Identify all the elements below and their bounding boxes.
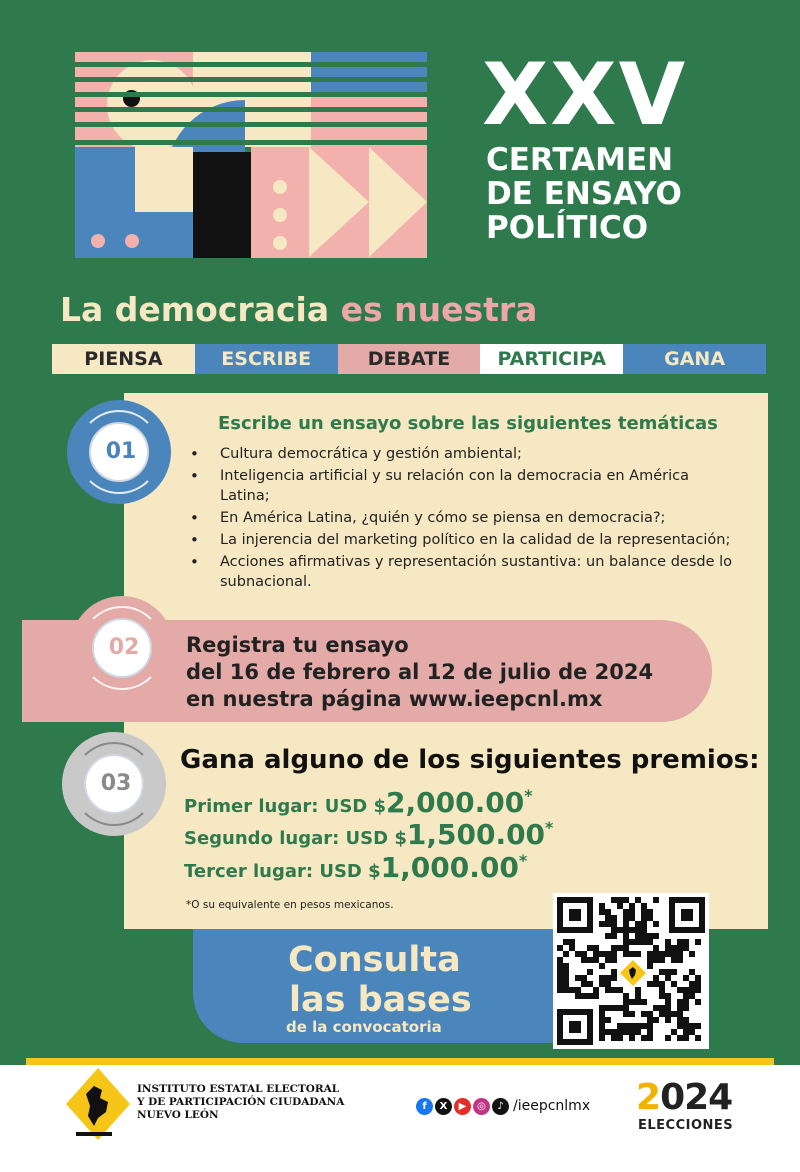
consult-line-3: de la convocatoria	[286, 1018, 442, 1036]
registration-info	[186, 632, 706, 713]
topic-item: • Cultura democrática y gestión ambiental;	[190, 444, 735, 464]
step-1-disc	[89, 422, 149, 482]
slogan	[60, 290, 760, 330]
prize-label: Segundo lugar: USD $	[184, 828, 407, 849]
qr-module	[695, 999, 701, 1005]
step-2-badge	[70, 596, 174, 700]
prize-second	[184, 818, 684, 851]
qr-finder	[557, 897, 593, 933]
consult-line-2: las bases	[289, 980, 472, 1020]
prize-mark: *	[545, 818, 554, 837]
qr-module	[587, 969, 593, 975]
qr-module	[593, 993, 599, 999]
step-2-disc	[92, 618, 152, 678]
contest-title-line: CERTAMEN	[486, 142, 674, 178]
contest-title	[486, 143, 746, 245]
qr-module	[635, 951, 641, 957]
qr-module	[683, 1035, 689, 1041]
facebook-icon[interactable]: f	[416, 1098, 433, 1115]
prizes-title: Gana alguno de los siguientes premios:	[180, 745, 760, 775]
qr-module	[689, 951, 695, 957]
topic-item: • Acciones afirmativas y representación sustantiva: un balance desde lo subnacional.	[190, 552, 735, 592]
institute-line: NUEVO LEÓN	[137, 1109, 219, 1121]
prize-third	[184, 851, 684, 884]
action-word: PARTICIPA	[480, 344, 623, 374]
qr-module	[683, 1005, 689, 1011]
edition-numeral: XXV	[482, 45, 688, 145]
footer-divider	[26, 1058, 774, 1065]
prize-mark: *	[518, 851, 528, 870]
institute-line: INSTITUTO ESTATAL ELECTORAL	[137, 1083, 340, 1095]
qr-module	[653, 933, 659, 939]
action-word: GANA	[623, 344, 766, 374]
prize-label: Tercer lugar: USD $	[184, 861, 381, 882]
elecciones-label: ELECCIONES	[638, 1118, 734, 1133]
qr-module	[695, 987, 701, 993]
instagram-icon[interactable]: ◎	[473, 1098, 490, 1115]
step-1-title: Escribe un ensayo sobre las siguientes temáticas	[218, 413, 718, 434]
qr-module	[653, 897, 659, 903]
topic-item: • La injerencia del marketing político en la calidad de la representación;	[190, 530, 735, 550]
qr-module	[647, 963, 653, 969]
step-3-disc	[84, 754, 144, 814]
qr-module	[671, 969, 677, 975]
qr-module	[641, 999, 647, 1005]
qr-module	[695, 1035, 701, 1041]
prize-amount: 1,000.00	[380, 851, 519, 884]
qr-module	[695, 939, 701, 945]
prize-first	[184, 786, 684, 819]
topics-list	[190, 444, 735, 594]
topic-item: • En América Latina, ¿quién y cómo se piensa en democracia?;	[190, 508, 735, 528]
year-digits: 024	[660, 1077, 733, 1118]
slogan-part-2: es nuestra	[340, 290, 538, 329]
qr-finder	[557, 1009, 593, 1045]
qr-module	[611, 975, 617, 981]
qr-module	[599, 963, 605, 969]
qr-module	[653, 1017, 659, 1023]
action-words-strip	[52, 344, 766, 374]
tiktok-icon[interactable]: ♪	[492, 1098, 509, 1115]
contest-title-line: DE ENSAYO	[486, 176, 682, 212]
qr-center-logo	[619, 959, 647, 987]
qr-module	[611, 933, 617, 939]
qr-module	[563, 951, 569, 957]
qr-module	[629, 1035, 635, 1041]
institute-line: Y DE PARTICIPACIÓN CIUDADANA	[137, 1096, 345, 1108]
consult-line-1: Consulta	[288, 940, 461, 980]
header-artwork	[75, 52, 427, 258]
qr-module	[653, 921, 659, 927]
qr-module	[665, 1035, 671, 1041]
qr-code[interactable]	[553, 893, 709, 1049]
institute-name	[137, 1083, 377, 1122]
youtube-icon[interactable]: ▶	[454, 1098, 471, 1115]
social-handle[interactable]: /ieepcnlmx	[513, 1098, 591, 1114]
contest-title-line: POLÍTICO	[486, 210, 649, 246]
qr-module	[659, 957, 665, 963]
year-logo	[636, 1077, 746, 1118]
qr-module	[599, 1035, 605, 1041]
ieepc-mini-icon	[619, 959, 647, 987]
prize-amount: 1,500.00	[406, 818, 546, 851]
social-links	[416, 1096, 616, 1116]
qr-module	[605, 1017, 611, 1023]
registration-line[interactable]: en nuestra página www.ieepcnl.mx	[186, 687, 603, 711]
topic-item: • Inteligencia artificial y su relación con la democracia en América Latina;	[190, 466, 735, 506]
action-word: DEBATE	[338, 344, 481, 374]
qr-module	[647, 1035, 653, 1041]
slogan-part-1: La democracia	[60, 290, 330, 329]
step-2-number: 02	[108, 635, 140, 660]
qr-module	[611, 957, 617, 963]
prize-footnote: *O su equivalente en pesos mexicanos.	[186, 899, 394, 911]
prize-mark: *	[524, 786, 533, 805]
registration-line: Registra tu ensayo	[186, 633, 409, 657]
action-word: PIENSA	[52, 344, 195, 374]
year-digit: 2	[636, 1077, 661, 1118]
step-3-number: 03	[100, 771, 132, 796]
step-1-number: 01	[105, 439, 137, 464]
step-1-badge	[67, 400, 171, 504]
qr-module	[677, 957, 683, 963]
ieepc-logo	[64, 1066, 132, 1142]
qr-module	[695, 1023, 701, 1029]
prize-amount: 2,000.00	[386, 786, 525, 819]
action-word: ESCRIBE	[195, 344, 338, 374]
qr-module	[629, 1011, 635, 1017]
qr-finder	[669, 897, 705, 933]
prize-label: Primer lugar: USD $	[184, 796, 387, 817]
qr-module	[665, 1017, 671, 1023]
qr-module	[617, 1035, 623, 1041]
step-3-badge	[62, 732, 166, 836]
x-icon[interactable]: X	[435, 1098, 452, 1115]
registration-line: del 16 de febrero al 12 de julio de 2024	[186, 660, 654, 684]
